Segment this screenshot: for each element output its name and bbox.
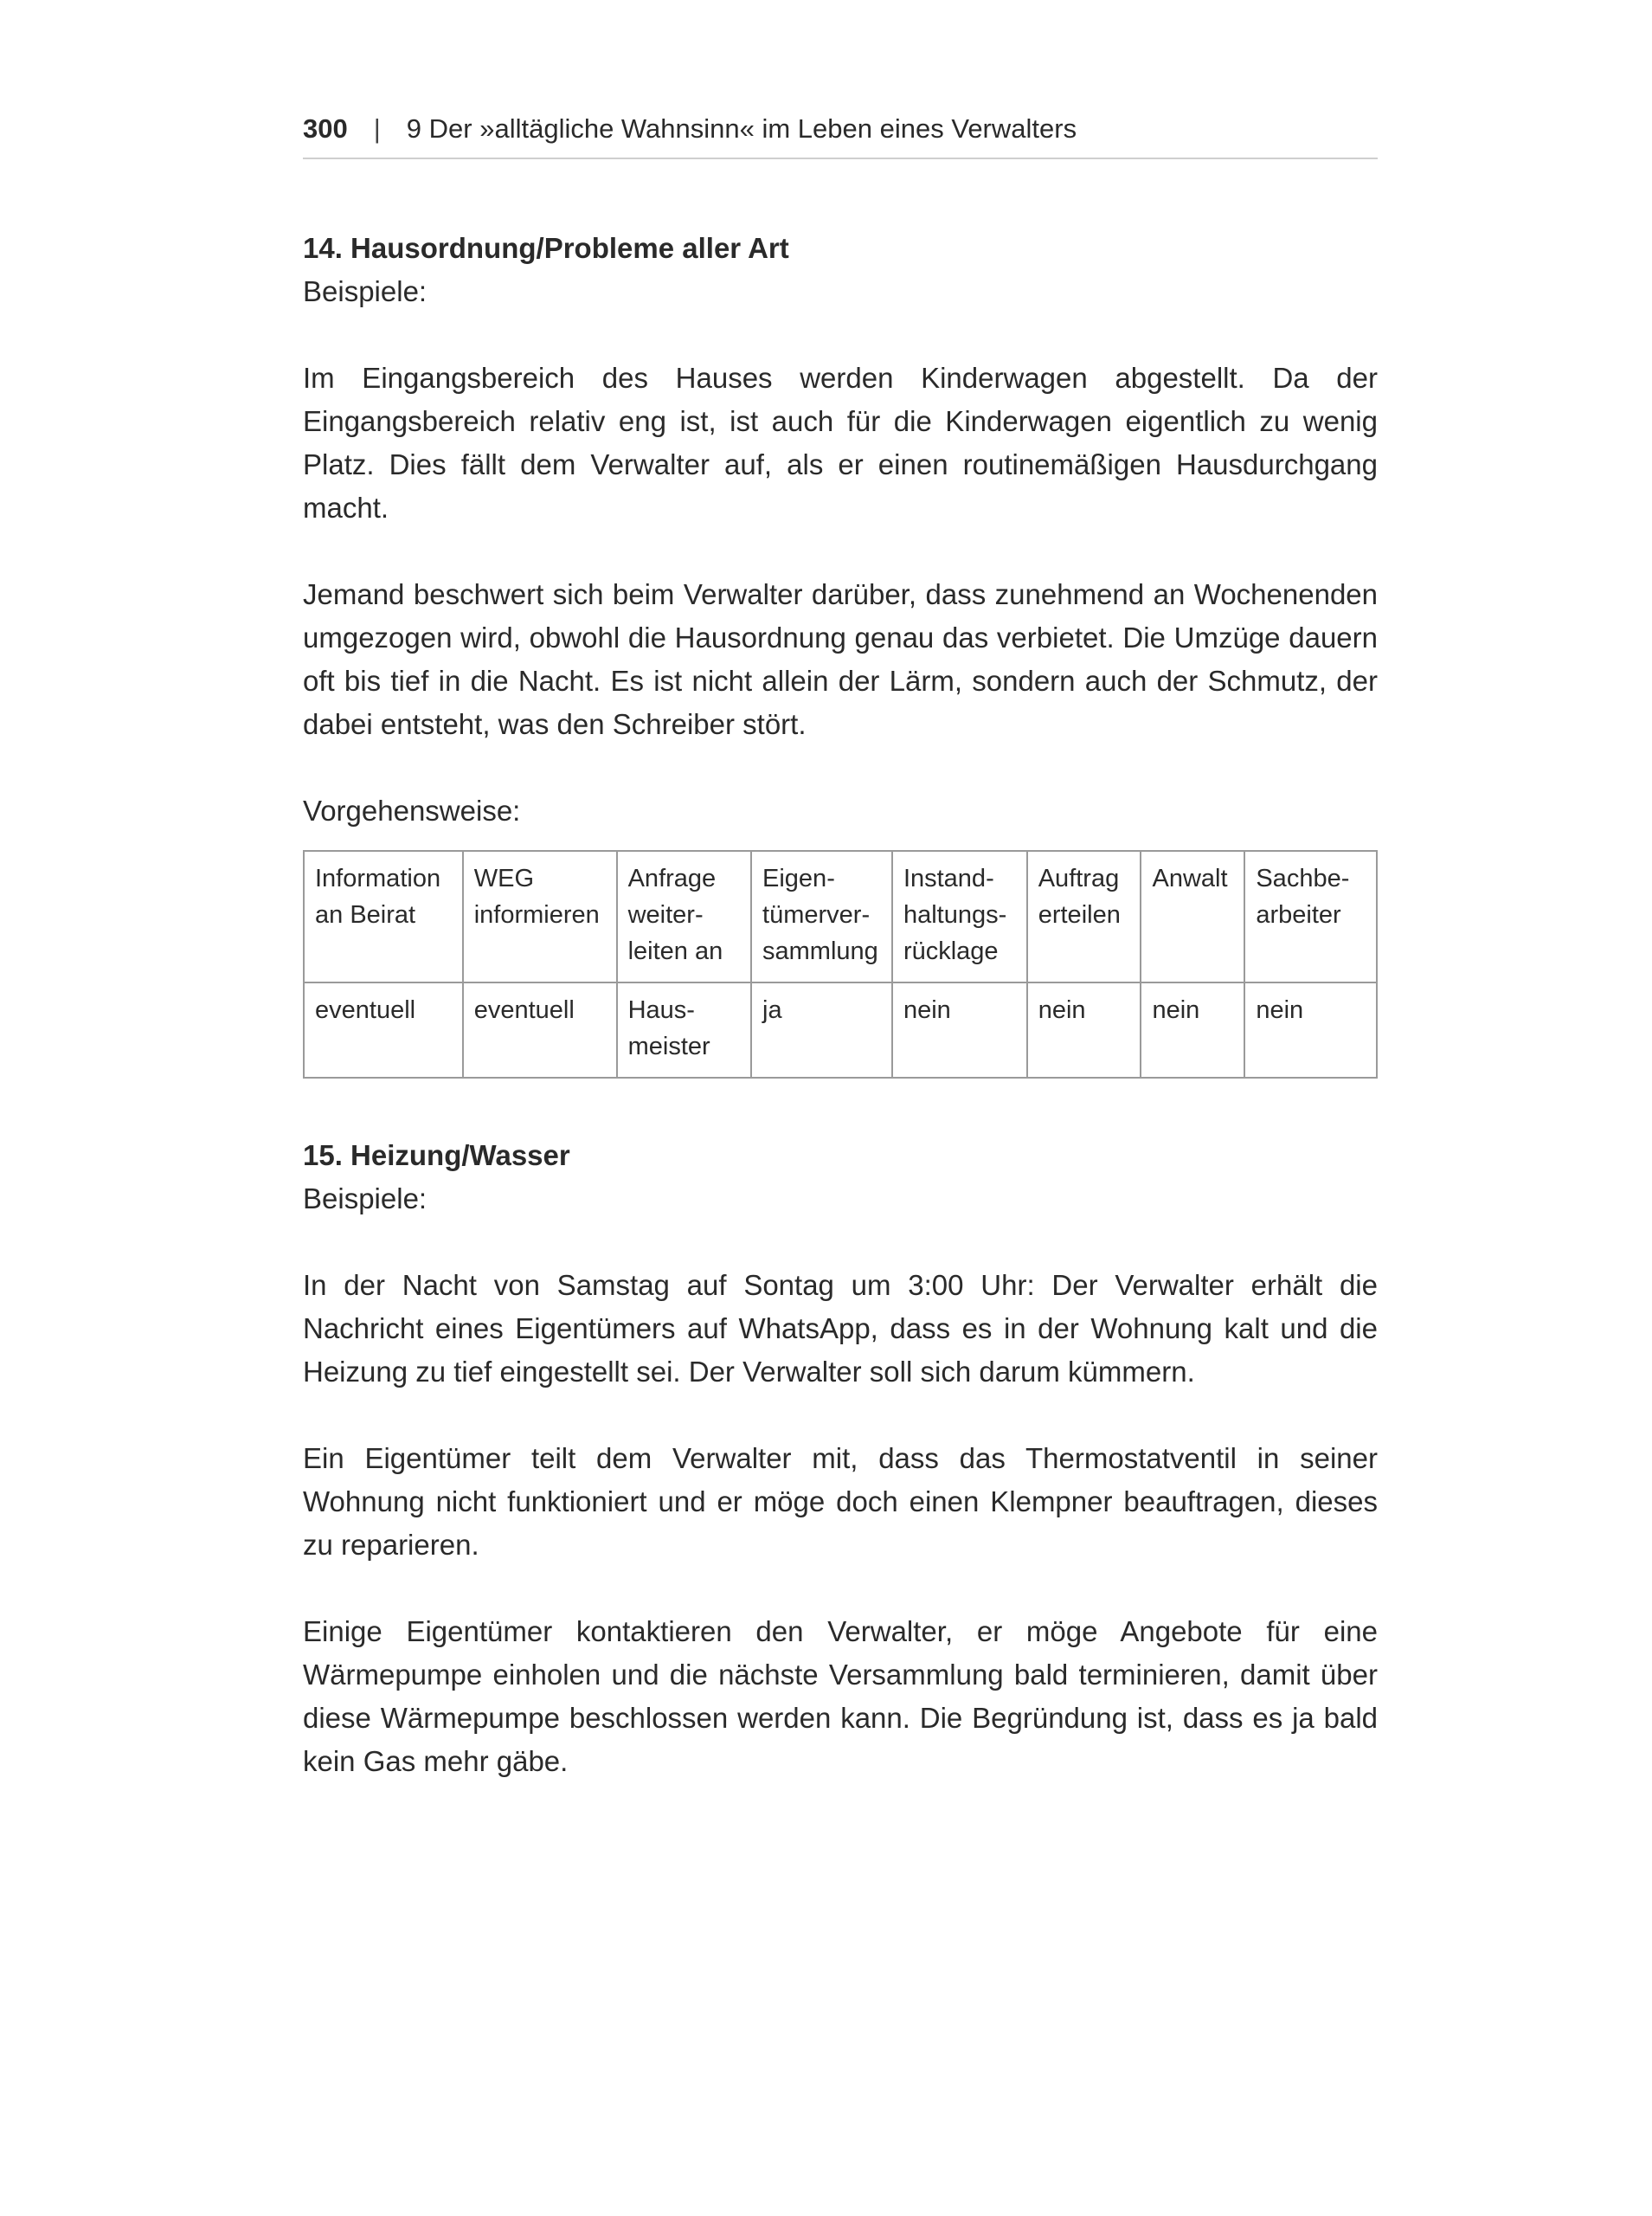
section-15-paragraph-3: Einige Eigentümer kontaktieren den Verwalter, er möge Angebote für eine Wärmepumpe einholen und die nächste Versammlung bald terminieren, damit über diese Wärmepumpe beschlossen werden kann. Die Begründung ist, dass es ja bald kein Gas mehr gäbe.	[303, 1615, 1378, 1777]
procedure-table-wrapper	[303, 850, 1378, 1079]
table-header-cell: Eigentümerversammlung	[751, 851, 892, 982]
table-cell: nein	[1141, 982, 1244, 1078]
header-separator: |	[373, 113, 381, 144]
table-cell: nein	[1027, 982, 1141, 1078]
table-header-row	[304, 851, 1377, 982]
table-header-cell: Information an Beirat	[304, 851, 463, 982]
section-15-examples-label: Beispiele:	[303, 1182, 427, 1214]
section-15-paragraph-2: Ein Eigentümer teilt dem Verwalter mit, dass das Thermostatventil in seiner Wohnung nicht funktioniert und er möge doch einen Klempner beauftragen, dieses zu reparieren.	[303, 1442, 1378, 1561]
section-15-paragraph-1: In der Nacht von Samstag auf Sontag um 3:00 Uhr: Der Verwalter erhält die Nachricht eines Eigentümers auf WhatsApp, dass es in der Wohnung kalt und die Heizung zu tief eingestellt sei. Der Verwalter soll sich darum kümmern.	[303, 1269, 1378, 1388]
section-14-heading: 14. Hausordnung/Probleme aller Art	[303, 232, 789, 264]
table-cell: nein	[892, 982, 1027, 1078]
section-14-paragraph-2: Jemand beschwert sich beim Verwalter darüber, dass zunehmend an Wochenenden umgezogen wird, obwohl die Hausordnung genau das verbietet. Die Umzüge dauern oft bis tief in die Nacht. Es ist nicht allein der Lärm, sondern auch der Schmutz, der dabei entsteht, was den Schreiber stört.	[303, 578, 1378, 740]
table-cell: nein	[1244, 982, 1377, 1078]
book-page	[303, 113, 1378, 1783]
running-header	[303, 113, 1378, 159]
table-header-cell: Anfrage weiterleiten an	[617, 851, 751, 982]
chapter-title: 9 Der »alltägliche Wahnsinn« im Leben eines Verwalters	[406, 113, 1077, 144]
table-row	[304, 982, 1377, 1078]
table-header-cell: WEG informieren	[463, 851, 617, 982]
procedure-label: Vorgehensweise:	[303, 795, 521, 827]
page-number: 300	[303, 113, 348, 144]
table-header-cell: Anwalt	[1141, 851, 1244, 982]
table-cell: eventuell	[304, 982, 463, 1078]
procedure-table	[303, 850, 1378, 1079]
section-15-heading: 15. Heizung/Wasser	[303, 1139, 570, 1171]
section-14-examples-label: Beispiele:	[303, 275, 427, 307]
table-cell: eventuell	[463, 982, 617, 1078]
table-header-cell: Instandhaltungsrücklage	[892, 851, 1027, 982]
table-cell: ja	[751, 982, 892, 1078]
section-14-paragraph-1: Im Eingangsbereich des Hauses werden Kinderwagen abgestellt. Da der Eingangsbereich relativ eng ist, ist auch für die Kinderwagen eigentlich zu wenig Platz. Dies fällt dem Verwalter auf, als er einen routinemäßigen Hausdurchgang macht.	[303, 362, 1378, 524]
table-cell: Hausmeister	[617, 982, 751, 1078]
table-header-cell: Sachbearbeiter	[1244, 851, 1377, 982]
table-header-cell: Auftrag erteilen	[1027, 851, 1141, 982]
